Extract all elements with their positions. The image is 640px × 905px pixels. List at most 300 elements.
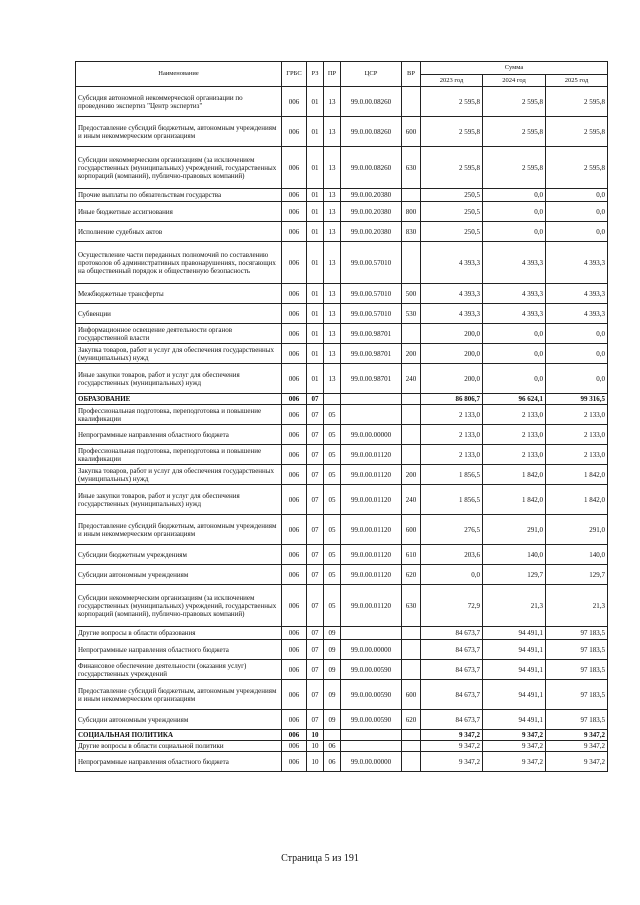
row-name: Другие вопросы в области образования [76,627,282,640]
row-grbs: 006 [282,117,307,147]
row-sum-2023: 250,5 [421,202,483,222]
row-vr [402,445,421,465]
row-vr [402,640,421,660]
row-sum-2025: 9 347,2 [546,741,608,752]
row-name: Предоставление субсидий бюджетным, автономным учреждениям и иным некоммерческим организациям [76,117,282,147]
row-sum-2023: 200,0 [421,344,483,364]
row-vr [402,741,421,752]
row-vr: 830 [402,222,421,242]
row-rz: 07 [307,640,324,660]
table-row [76,284,608,304]
table-row [76,344,608,364]
row-rz: 01 [307,87,324,117]
row-csr: 99.0.00.57010 [341,304,402,324]
row-name: Осуществление части переданных полномочий по составлению протоколов об административных правонарушениях, посягающих на общественный порядок и общественную безопасность [76,242,282,284]
row-sum-2025: 4 393,3 [546,284,608,304]
column-header-2023: 2023 год [421,75,483,87]
row-rz: 07 [307,660,324,680]
row-csr [341,394,402,405]
row-pr: 05 [324,545,341,565]
row-sum-2025: 99 316,5 [546,394,608,405]
row-pr: 05 [324,515,341,545]
row-rz: 01 [307,202,324,222]
column-header-rz: РЗ [307,62,324,87]
table-row [76,405,608,425]
row-grbs: 006 [282,284,307,304]
row-pr: 13 [324,222,341,242]
row-grbs: 006 [282,660,307,680]
row-vr: 620 [402,710,421,730]
row-sum-2025: 1 842,0 [546,485,608,515]
row-sum-2023: 2 133,0 [421,445,483,465]
row-name: Иные закупки товаров, работ и услуг для обеспечения государственных (муниципальных) нужд [76,364,282,394]
row-pr: 13 [324,147,341,189]
row-sum-2023: 4 393,3 [421,242,483,284]
row-pr: 13 [324,202,341,222]
row-sum-2023: 84 673,7 [421,627,483,640]
row-rz: 10 [307,730,324,741]
table-row [76,242,608,284]
row-rz: 07 [307,485,324,515]
row-csr: 99.0.00.08260 [341,87,402,117]
row-vr: 600 [402,117,421,147]
row-grbs: 006 [282,242,307,284]
row-vr [402,324,421,344]
row-rz: 07 [307,394,324,405]
row-rz: 07 [307,545,324,565]
row-name: Субсидии некоммерческим организациям (за исключением государственных (муниципальных) учреждений, государственных корпораций (компаний), публично-правовых компаний) [76,585,282,627]
row-pr: 13 [324,117,341,147]
row-grbs: 006 [282,485,307,515]
row-name: Предоставление субсидий бюджетным, автономным учреждениям и иным некоммерческим организациям [76,680,282,710]
row-grbs: 006 [282,147,307,189]
row-sum-2024: 0,0 [483,202,546,222]
row-sum-2024: 2 133,0 [483,405,546,425]
row-csr: 99.0.00.98701 [341,324,402,344]
row-grbs: 006 [282,710,307,730]
row-name: Непрограммные направления областного бюджета [76,640,282,660]
row-csr: 99.0.00.01120 [341,585,402,627]
row-name: Закупка товаров, работ и услуг для обеспечения государственных (муниципальных) нужд [76,344,282,364]
row-csr: 99.0.00.20380 [341,189,402,202]
row-vr: 200 [402,465,421,485]
row-name: Исполнение судебных актов [76,222,282,242]
row-rz: 07 [307,465,324,485]
row-sum-2024: 0,0 [483,324,546,344]
row-csr: 99.0.00.57010 [341,242,402,284]
table-row [76,425,608,445]
row-rz: 01 [307,344,324,364]
row-sum-2024: 1 842,0 [483,465,546,485]
row-sum-2024: 9 347,2 [483,752,546,772]
row-csr: 99.0.00.01120 [341,485,402,515]
row-vr [402,752,421,772]
table-row [76,324,608,344]
row-sum-2024: 9 347,2 [483,741,546,752]
row-pr: 13 [324,87,341,117]
table-row [76,752,608,772]
row-sum-2023: 1 856,5 [421,485,483,515]
row-rz: 07 [307,710,324,730]
row-rz: 07 [307,627,324,640]
row-sum-2025: 4 393,3 [546,304,608,324]
column-header-pr: ПР [324,62,341,87]
row-rz: 01 [307,324,324,344]
table-row [76,741,608,752]
row-vr: 200 [402,344,421,364]
row-csr: 99.0.00.00000 [341,425,402,445]
row-sum-2024: 96 624,1 [483,394,546,405]
row-pr: 13 [324,242,341,284]
row-sum-2025: 2 133,0 [546,405,608,425]
table-row [76,515,608,545]
row-sum-2025: 2 595,8 [546,87,608,117]
row-sum-2024: 2 133,0 [483,425,546,445]
row-sum-2024: 0,0 [483,364,546,394]
row-vr: 630 [402,585,421,627]
row-vr [402,242,421,284]
row-sum-2025: 0,0 [546,344,608,364]
row-csr: 99.0.00.01120 [341,565,402,585]
table-row [76,565,608,585]
row-grbs: 006 [282,222,307,242]
row-pr: 05 [324,585,341,627]
row-csr: 99.0.00.01120 [341,515,402,545]
row-sum-2023: 0,0 [421,565,483,585]
row-sum-2024: 9 347,2 [483,730,546,741]
row-csr: 99.0.00.01120 [341,445,402,465]
row-grbs: 006 [282,741,307,752]
row-name: Закупка товаров, работ и услуг для обеспечения государственных (муниципальных) нужд [76,465,282,485]
table-body [76,87,608,772]
row-sum-2024: 94 491,1 [483,627,546,640]
row-sum-2025: 97 183,5 [546,640,608,660]
row-sum-2025: 2 133,0 [546,445,608,465]
row-grbs: 006 [282,189,307,202]
row-rz: 01 [307,304,324,324]
row-sum-2024: 4 393,3 [483,304,546,324]
row-rz: 07 [307,425,324,445]
table-row [76,730,608,741]
row-vr [402,425,421,445]
row-sum-2025: 0,0 [546,222,608,242]
row-vr: 500 [402,284,421,304]
table-row [76,222,608,242]
row-vr: 240 [402,485,421,515]
row-grbs: 006 [282,344,307,364]
row-vr: 620 [402,565,421,585]
table-row [76,485,608,515]
row-grbs: 006 [282,202,307,222]
row-csr: 99.0.00.00590 [341,710,402,730]
row-sum-2023: 84 673,7 [421,660,483,680]
row-name: Межбюджетные трансферты [76,284,282,304]
row-csr: 99.0.00.01120 [341,465,402,485]
row-vr: 630 [402,147,421,189]
row-csr: 99.0.00.20380 [341,222,402,242]
row-sum-2024: 2 595,8 [483,117,546,147]
row-sum-2023: 2 595,8 [421,117,483,147]
row-sum-2025: 97 183,5 [546,660,608,680]
row-grbs: 006 [282,545,307,565]
row-csr: 99.0.00.00000 [341,752,402,772]
row-name: Иные бюджетные ассигнования [76,202,282,222]
row-sum-2024: 0,0 [483,222,546,242]
row-pr: 13 [324,344,341,364]
row-pr: 09 [324,660,341,680]
row-rz: 07 [307,565,324,585]
row-sum-2023: 84 673,7 [421,710,483,730]
row-csr: 99.0.00.00590 [341,660,402,680]
row-pr: 09 [324,640,341,660]
row-csr [341,741,402,752]
row-name: СОЦИАЛЬНАЯ ПОЛИТИКА [76,730,282,741]
row-sum-2025: 97 183,5 [546,710,608,730]
row-sum-2024: 94 491,1 [483,660,546,680]
row-csr [341,627,402,640]
row-sum-2023: 4 393,3 [421,284,483,304]
row-sum-2024: 129,7 [483,565,546,585]
row-sum-2023: 276,5 [421,515,483,545]
budget-table [75,61,608,772]
row-name: Субвенции [76,304,282,324]
row-rz: 07 [307,405,324,425]
row-pr [324,394,341,405]
row-rz: 01 [307,364,324,394]
row-sum-2024: 0,0 [483,189,546,202]
row-rz: 10 [307,741,324,752]
row-grbs: 006 [282,394,307,405]
column-header-name: Наименование [76,62,282,87]
row-grbs: 006 [282,585,307,627]
row-grbs: 006 [282,405,307,425]
row-rz: 01 [307,242,324,284]
row-rz: 07 [307,680,324,710]
row-csr: 99.0.00.08260 [341,117,402,147]
row-vr: 610 [402,545,421,565]
row-rz: 01 [307,284,324,304]
row-sum-2025: 140,0 [546,545,608,565]
row-name: Субсидии бюджетным учреждениям [76,545,282,565]
column-header-2025: 2025 год [546,75,608,87]
row-csr: 99.0.00.20380 [341,202,402,222]
row-sum-2023: 1 856,5 [421,465,483,485]
row-pr: 09 [324,680,341,710]
row-rz: 01 [307,189,324,202]
row-csr [341,405,402,425]
row-pr: 05 [324,425,341,445]
row-sum-2024: 1 842,0 [483,485,546,515]
row-sum-2023: 4 393,3 [421,304,483,324]
row-sum-2024: 291,0 [483,515,546,545]
row-vr: 800 [402,202,421,222]
row-name: Непрограммные направления областного бюджета [76,752,282,772]
row-sum-2024: 4 393,3 [483,242,546,284]
row-csr: 99.0.00.01120 [341,545,402,565]
column-header-vr: ВР [402,62,421,87]
row-sum-2023: 9 347,2 [421,752,483,772]
row-sum-2025: 291,0 [546,515,608,545]
row-sum-2023: 2 595,8 [421,87,483,117]
row-name: Субсидии некоммерческим организациям (за исключением государственных (муниципальных) учреждений, государственных корпораций (компаний), публично-правовых компаний) [76,147,282,189]
row-sum-2025: 4 393,3 [546,242,608,284]
row-vr: 600 [402,680,421,710]
row-grbs: 006 [282,752,307,772]
row-pr [324,730,341,741]
row-sum-2025: 21,3 [546,585,608,627]
row-name: Субсидии автономным учреждениям [76,565,282,585]
row-rz: 07 [307,585,324,627]
row-csr [341,730,402,741]
table-row [76,202,608,222]
row-pr: 05 [324,485,341,515]
row-sum-2023: 9 347,2 [421,741,483,752]
row-name: Финансовое обеспечение деятельности (оказания услуг) государственных учреждений [76,660,282,680]
column-header-2024: 2024 год [483,75,546,87]
row-grbs: 006 [282,640,307,660]
row-pr: 05 [324,565,341,585]
row-name: Предоставление субсидий бюджетным, автономным учреждениям и иным некоммерческим организациям [76,515,282,545]
row-sum-2025: 0,0 [546,364,608,394]
table-row [76,585,608,627]
row-sum-2023: 2 133,0 [421,425,483,445]
table-header [76,62,608,87]
row-grbs: 006 [282,445,307,465]
row-grbs: 006 [282,324,307,344]
row-pr: 09 [324,627,341,640]
row-vr [402,730,421,741]
row-sum-2024: 2 595,8 [483,147,546,189]
row-name: Профессиональная подготовка, переподготовка и повышение квалификации [76,405,282,425]
table-row [76,640,608,660]
table-row [76,147,608,189]
row-sum-2025: 97 183,5 [546,627,608,640]
row-sum-2023: 2 595,8 [421,147,483,189]
row-grbs: 006 [282,627,307,640]
row-sum-2023: 9 347,2 [421,730,483,741]
table-row [76,117,608,147]
row-pr: 09 [324,710,341,730]
row-pr: 13 [324,189,341,202]
row-sum-2025: 9 347,2 [546,752,608,772]
row-sum-2025: 0,0 [546,202,608,222]
row-sum-2024: 21,3 [483,585,546,627]
row-sum-2025: 129,7 [546,565,608,585]
row-csr: 99.0.00.98701 [341,344,402,364]
row-grbs: 006 [282,304,307,324]
row-csr: 99.0.00.00590 [341,680,402,710]
row-pr: 05 [324,465,341,485]
table-row [76,680,608,710]
table-row [76,304,608,324]
row-vr: 240 [402,364,421,394]
row-pr: 13 [324,304,341,324]
row-pr: 05 [324,445,341,465]
row-sum-2023: 72,9 [421,585,483,627]
table-row [76,627,608,640]
table-row [76,189,608,202]
row-sum-2025: 0,0 [546,324,608,344]
row-sum-2025: 2 133,0 [546,425,608,445]
row-csr: 99.0.00.00000 [341,640,402,660]
row-sum-2023: 86 806,7 [421,394,483,405]
row-csr: 99.0.00.98701 [341,364,402,394]
column-header-sum: Сумма [421,62,608,75]
row-sum-2025: 0,0 [546,189,608,202]
row-sum-2023: 2 133,0 [421,405,483,425]
row-name: Профессиональная подготовка, переподготовка и повышение квалификации [76,445,282,465]
row-grbs: 006 [282,730,307,741]
row-pr: 05 [324,405,341,425]
row-rz: 01 [307,147,324,189]
row-grbs: 006 [282,465,307,485]
column-header-grbs: ГРБС [282,62,307,87]
row-vr: 600 [402,515,421,545]
row-name: ОБРАЗОВАНИЕ [76,394,282,405]
table-row [76,710,608,730]
row-grbs: 006 [282,364,307,394]
column-header-csr: ЦСР [341,62,402,87]
row-name: Субсидия автономной некоммерческой организации по проведению экспертиз "Центр экспертиз" [76,87,282,117]
table-row [76,394,608,405]
table-row [76,87,608,117]
row-sum-2025: 2 595,8 [546,147,608,189]
row-name: Иные закупки товаров, работ и услуг для обеспечения государственных (муниципальных) нужд [76,485,282,515]
row-vr [402,87,421,117]
row-name: Прочие выплаты по обязательствам государства [76,189,282,202]
row-sum-2024: 140,0 [483,545,546,565]
row-sum-2023: 84 673,7 [421,680,483,710]
row-sum-2025: 2 595,8 [546,117,608,147]
row-sum-2023: 84 673,7 [421,640,483,660]
row-sum-2023: 250,5 [421,222,483,242]
row-sum-2024: 94 491,1 [483,710,546,730]
row-sum-2025: 97 183,5 [546,680,608,710]
table-row [76,364,608,394]
row-name: Информационное освещение деятельности органов государственной власти [76,324,282,344]
row-sum-2024: 94 491,1 [483,680,546,710]
page-number: Страница 5 из 191 [281,853,359,864]
row-vr [402,627,421,640]
table-row [76,660,608,680]
row-csr: 99.0.00.08260 [341,147,402,189]
row-sum-2023: 200,0 [421,364,483,394]
row-sum-2024: 2 133,0 [483,445,546,465]
row-pr: 06 [324,752,341,772]
row-name: Непрограммные направления областного бюджета [76,425,282,445]
row-grbs: 006 [282,680,307,710]
row-csr: 99.0.00.57010 [341,284,402,304]
row-vr: 530 [402,304,421,324]
row-grbs: 006 [282,515,307,545]
row-grbs: 006 [282,87,307,117]
row-vr [402,189,421,202]
row-vr [402,660,421,680]
row-name: Другие вопросы в области социальной политики [76,741,282,752]
row-vr [402,394,421,405]
row-pr: 13 [324,364,341,394]
row-sum-2024: 0,0 [483,344,546,364]
row-vr [402,405,421,425]
row-grbs: 006 [282,565,307,585]
row-sum-2025: 9 347,2 [546,730,608,741]
row-sum-2024: 2 595,8 [483,87,546,117]
row-sum-2025: 1 842,0 [546,465,608,485]
table-row [76,545,608,565]
row-sum-2024: 94 491,1 [483,640,546,660]
row-grbs: 006 [282,425,307,445]
row-pr: 13 [324,284,341,304]
